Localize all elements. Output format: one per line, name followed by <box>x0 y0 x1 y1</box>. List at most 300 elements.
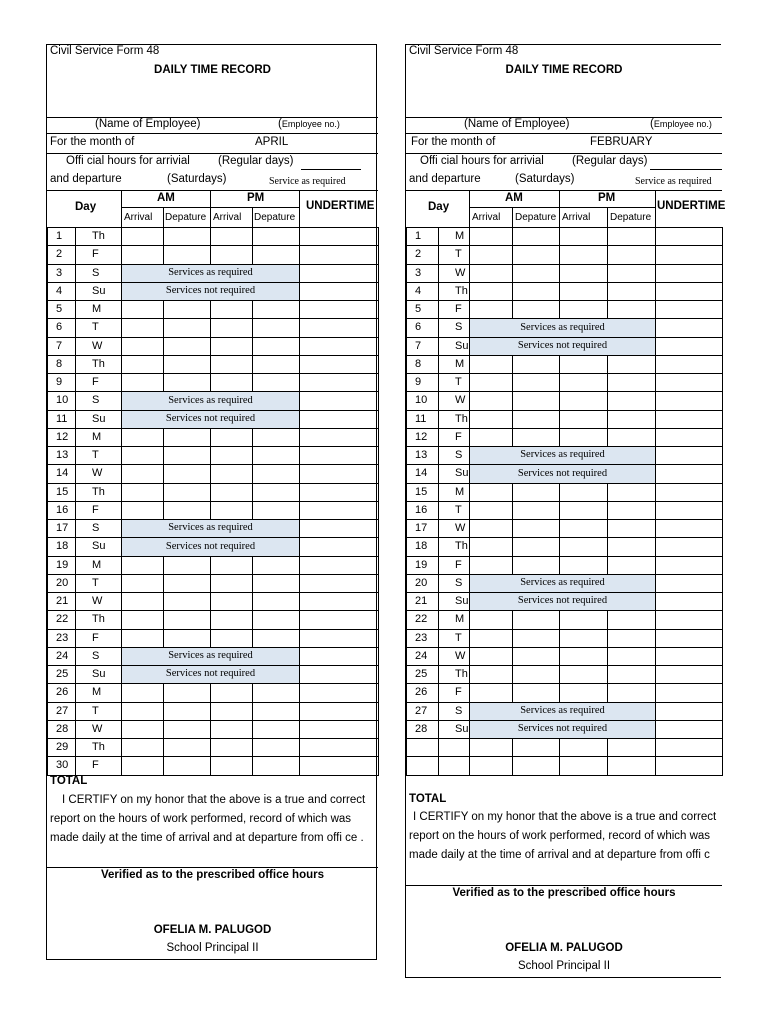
am-depature-cell[interactable] <box>164 739 211 757</box>
am-depature-cell[interactable] <box>513 556 560 574</box>
pm-arrival-cell[interactable] <box>211 246 253 264</box>
pm-arrival-cell[interactable] <box>560 428 608 446</box>
month-value: FEBRUARY <box>590 136 653 148</box>
pm-depature-cell[interactable] <box>608 647 656 665</box>
undertime-cell[interactable] <box>656 629 723 647</box>
am-depature-cell[interactable] <box>513 757 560 775</box>
pm-depature-cell[interactable] <box>253 702 300 720</box>
am-depature-cell[interactable] <box>164 374 211 392</box>
pm-arrival-cell[interactable] <box>560 520 608 538</box>
pm-arrival-cell[interactable] <box>211 574 253 592</box>
pm-depature-cell[interactable] <box>253 337 300 355</box>
pm-arrival-cell[interactable] <box>560 611 608 629</box>
table-row <box>48 684 379 702</box>
am-arrival-cell[interactable] <box>122 739 164 757</box>
am-arrival-cell[interactable] <box>470 228 513 246</box>
am-arrival-cell[interactable] <box>470 282 513 300</box>
pm-depature-cell[interactable] <box>608 666 656 684</box>
undertime-cell[interactable] <box>300 629 379 647</box>
day-of-week: T <box>439 246 470 264</box>
day-of-week: T <box>76 574 122 592</box>
am-arrival-cell[interactable] <box>122 684 164 702</box>
pm-depature-cell[interactable] <box>608 246 656 264</box>
am-arrival-cell[interactable] <box>470 520 513 538</box>
pm-arrival-cell[interactable] <box>560 355 608 373</box>
day-of-week: Th <box>76 355 122 373</box>
day-of-week: Th <box>439 538 470 556</box>
pm-arrival-cell[interactable] <box>560 556 608 574</box>
am-arrival-cell[interactable] <box>470 246 513 264</box>
service-note: Services as required <box>470 574 656 592</box>
pm-arrival-cell[interactable] <box>560 629 608 647</box>
pm-depature-cell[interactable] <box>608 264 656 282</box>
table-row <box>48 757 379 775</box>
pm-arrival-cell[interactable] <box>211 447 253 465</box>
undertime-cell[interactable] <box>656 228 723 246</box>
pm-arrival-cell[interactable] <box>560 501 608 519</box>
am-depature-cell[interactable] <box>164 483 211 501</box>
undertime-cell[interactable] <box>656 720 723 738</box>
pm-arrival-cell[interactable] <box>211 428 253 446</box>
undertime-cell[interactable] <box>656 593 723 611</box>
pm-arrival-cell[interactable] <box>560 684 608 702</box>
am-depature-cell[interactable] <box>513 355 560 373</box>
undertime-cell[interactable] <box>656 447 723 465</box>
pm-depature-cell[interactable] <box>608 282 656 300</box>
pm-arrival-cell[interactable] <box>560 538 608 556</box>
am-arrival-cell[interactable] <box>122 593 164 611</box>
pm-arrival-cell[interactable] <box>560 647 608 665</box>
undertime-cell[interactable] <box>300 301 379 319</box>
am-arrival-cell[interactable] <box>122 556 164 574</box>
am-depature-cell[interactable] <box>513 483 560 501</box>
am-arrival-cell[interactable] <box>122 319 164 337</box>
am-depature-cell[interactable] <box>164 593 211 611</box>
am-depature-cell[interactable] <box>164 465 211 483</box>
pm-arrival-cell[interactable] <box>211 611 253 629</box>
undertime-cell[interactable] <box>300 428 379 446</box>
pm-depature-cell[interactable] <box>253 374 300 392</box>
undertime-cell[interactable] <box>656 246 723 264</box>
am-depature-cell[interactable] <box>513 246 560 264</box>
pm-depature-cell[interactable] <box>253 593 300 611</box>
day-number: 1 <box>48 228 76 246</box>
pm-arrival-cell[interactable] <box>211 337 253 355</box>
day-of-week: W <box>439 392 470 410</box>
undertime-cell[interactable] <box>656 337 723 355</box>
pm-header: PM <box>598 192 616 204</box>
undertime-cell[interactable] <box>300 556 379 574</box>
undertime-cell[interactable] <box>300 574 379 592</box>
pm-depature-cell[interactable] <box>253 739 300 757</box>
pm-depature-cell[interactable] <box>608 483 656 501</box>
am-arrival-cell[interactable] <box>470 501 513 519</box>
table-row <box>48 501 379 519</box>
undertime-cell[interactable] <box>300 757 379 775</box>
am-depature-cell[interactable] <box>164 556 211 574</box>
pm-arrival-cell[interactable] <box>211 465 253 483</box>
pm-depature-cell[interactable] <box>253 757 300 775</box>
am-depature-cell[interactable] <box>164 611 211 629</box>
pm-depature-cell[interactable] <box>608 611 656 629</box>
pm-depature-cell[interactable] <box>253 228 300 246</box>
pm-arrival-cell[interactable] <box>560 410 608 428</box>
am-depature-cell[interactable] <box>513 410 560 428</box>
am-arrival-cell[interactable] <box>122 757 164 775</box>
am-depature-cell[interactable] <box>164 428 211 446</box>
pm-depature-cell[interactable] <box>608 392 656 410</box>
am-arrival-cell[interactable] <box>470 757 513 775</box>
am-depature-cell[interactable] <box>513 374 560 392</box>
undertime-cell[interactable] <box>300 538 379 556</box>
am-arrival-cell[interactable] <box>122 702 164 720</box>
verified-label: Verified as to the prescribed office hours <box>100 869 325 881</box>
am-depature-cell[interactable] <box>513 611 560 629</box>
pm-arrival-cell[interactable] <box>211 702 253 720</box>
pm-arrival-cell[interactable] <box>560 374 608 392</box>
pm-arrival-cell[interactable] <box>560 246 608 264</box>
undertime-cell[interactable] <box>300 666 379 684</box>
am-arrival-cell[interactable] <box>470 666 513 684</box>
am-arrival-cell[interactable] <box>470 611 513 629</box>
am-arrival-cell[interactable] <box>122 337 164 355</box>
pm-depature-cell[interactable] <box>253 574 300 592</box>
pm-depature-cell[interactable] <box>253 501 300 519</box>
am-depature-cell[interactable] <box>164 319 211 337</box>
pm-arrival-cell[interactable] <box>211 684 253 702</box>
am-arrival-cell[interactable] <box>122 301 164 319</box>
undertime-cell[interactable] <box>656 465 723 483</box>
day-number: 20 <box>407 574 439 592</box>
undertime-cell[interactable] <box>300 337 379 355</box>
pm-depature-cell[interactable] <box>608 374 656 392</box>
pm-arrival-cell[interactable] <box>211 501 253 519</box>
total-label: TOTAL <box>409 793 447 805</box>
am-arrival-cell[interactable] <box>122 374 164 392</box>
day-number: 3 <box>48 264 76 282</box>
pm-arrival-cell[interactable] <box>211 355 253 373</box>
undertime-cell[interactable] <box>656 757 723 775</box>
table-row <box>48 666 379 684</box>
table-row <box>48 520 379 538</box>
undertime-cell[interactable] <box>300 520 379 538</box>
service-note: Services as required <box>470 702 656 720</box>
am-arrival-cell[interactable] <box>470 392 513 410</box>
am-arrival-cell[interactable] <box>122 228 164 246</box>
pm-arrival-cell[interactable] <box>211 720 253 738</box>
pm-depature-cell[interactable] <box>253 465 300 483</box>
am-arrival-cell[interactable] <box>122 465 164 483</box>
pm-arrival-cell[interactable] <box>211 739 253 757</box>
pm-depature-cell[interactable] <box>608 684 656 702</box>
am-arrival-cell[interactable] <box>122 483 164 501</box>
undertime-cell[interactable] <box>656 264 723 282</box>
pm-arrival-cell[interactable] <box>560 757 608 775</box>
pm-arrival-cell[interactable] <box>560 666 608 684</box>
am-arrival-cell[interactable] <box>470 428 513 446</box>
undertime-cell[interactable] <box>300 501 379 519</box>
am-depature-cell[interactable] <box>513 647 560 665</box>
undertime-cell[interactable] <box>656 392 723 410</box>
am-depature-cell[interactable] <box>164 301 211 319</box>
pm-depature-cell[interactable] <box>253 447 300 465</box>
am-depature-cell[interactable] <box>164 501 211 519</box>
pm-depature-cell[interactable] <box>253 319 300 337</box>
undertime-cell[interactable] <box>656 301 723 319</box>
table-row <box>48 246 379 264</box>
am-arrival-cell[interactable] <box>470 483 513 501</box>
undertime-cell[interactable] <box>300 647 379 665</box>
pm-depature-cell[interactable] <box>253 629 300 647</box>
day-number: 4 <box>407 282 439 300</box>
pm-depature-cell[interactable] <box>608 629 656 647</box>
pm-arrival-cell[interactable] <box>211 301 253 319</box>
service-note: Services not required <box>122 410 300 428</box>
am-arrival-cell[interactable] <box>122 355 164 373</box>
day-of-week: F <box>439 684 470 702</box>
day-of-week: Su <box>439 465 470 483</box>
certify-line-1: I CERTIFY on my honor that the above is a true and correct <box>62 794 366 806</box>
saturdays-label: (Saturdays) <box>515 173 575 185</box>
pm-depature-cell[interactable] <box>253 720 300 738</box>
undertime-cell[interactable] <box>300 410 379 428</box>
undertime-cell[interactable] <box>656 483 723 501</box>
pm-arrival-cell[interactable] <box>560 483 608 501</box>
table-row <box>407 629 723 647</box>
am-arrival-cell[interactable] <box>122 574 164 592</box>
undertime-cell[interactable] <box>656 410 723 428</box>
pm-depature-cell[interactable] <box>253 355 300 373</box>
service-note: Services not required <box>122 282 300 300</box>
table-row <box>48 374 379 392</box>
am-depature-cell[interactable] <box>513 228 560 246</box>
am-arrival-header: Arrival <box>124 212 153 223</box>
pm-depature-cell[interactable] <box>608 228 656 246</box>
pm-arrival-cell[interactable] <box>211 757 253 775</box>
am-arrival-cell[interactable] <box>122 611 164 629</box>
day-number: 8 <box>407 355 439 373</box>
am-arrival-cell[interactable] <box>470 556 513 574</box>
undertime-cell[interactable] <box>656 666 723 684</box>
pm-depature-cell[interactable] <box>253 428 300 446</box>
undertime-cell[interactable] <box>656 428 723 446</box>
pm-arrival-cell[interactable] <box>211 319 253 337</box>
table-row <box>407 739 723 757</box>
pm-depature-cell[interactable] <box>253 483 300 501</box>
pm-depature-cell[interactable] <box>253 684 300 702</box>
regular-days-line <box>650 169 722 170</box>
undertime-cell[interactable] <box>656 319 723 337</box>
am-depature-cell[interactable] <box>513 538 560 556</box>
am-arrival-cell[interactable] <box>470 301 513 319</box>
day-number: 24 <box>407 647 439 665</box>
day-number: 15 <box>407 483 439 501</box>
day-number: 12 <box>407 428 439 446</box>
pm-arrival-cell[interactable] <box>211 629 253 647</box>
undertime-cell[interactable] <box>656 374 723 392</box>
undertime-cell[interactable] <box>300 702 379 720</box>
pm-depature-cell[interactable] <box>608 520 656 538</box>
am-depature-cell[interactable] <box>164 355 211 373</box>
undertime-cell[interactable] <box>656 282 723 300</box>
am-depature-cell[interactable] <box>164 574 211 592</box>
undertime-cell[interactable] <box>300 246 379 264</box>
pm-depature-cell[interactable] <box>608 739 656 757</box>
undertime-cell[interactable] <box>656 702 723 720</box>
undertime-cell[interactable] <box>656 647 723 665</box>
am-depature-cell[interactable] <box>513 666 560 684</box>
undertime-cell[interactable] <box>300 374 379 392</box>
am-depature-cell[interactable] <box>164 720 211 738</box>
am-depature-cell[interactable] <box>513 392 560 410</box>
dtr-form-april: Civil Service Form 48 DAILY TIME RECORD (Name of Employee) (Employee no.) For the month of APRIL Offi cial hours for arrivial (Regular days) and departure (Saturdays) Service as required Day AM PM UNDERTIME Arrival Depature Arrival Depature 1 Th 2 F 3 S Services as required 4 Su Services not required 5 M 6 T 7 W 8 Th 9 F 10 S Services as required 11 Su Services not required 12 M 13 T 14 W 15 Th 16 F 17 S Services as required 18 Su Services not required 19 M 20 T 21 W 22 Th 23 F 24 S Services as required 25 Su Services not required 26 M 27 T 28 W 29 Th 30 F TOTAL I CERTIFY on my honor that the above is a true and correct report on the hours of work performed, record of which was made daily at the time of arrival and at departure from offi ce . Verified as to the prescribed office hours OFELIA M. PALUGOD School Principal II <box>46 44 377 960</box>
pm-depature-cell[interactable] <box>608 757 656 775</box>
service-note: Services not required <box>470 593 656 611</box>
am-arrival-cell[interactable] <box>122 447 164 465</box>
undertime-cell[interactable] <box>656 538 723 556</box>
day-number: 28 <box>407 720 439 738</box>
day-number: 10 <box>48 392 76 410</box>
pm-depature-cell[interactable] <box>608 301 656 319</box>
am-depature-cell[interactable] <box>513 301 560 319</box>
day-number: 24 <box>48 647 76 665</box>
pm-depature-cell[interactable] <box>253 611 300 629</box>
undertime-cell[interactable] <box>300 282 379 300</box>
pm-arrival-cell[interactable] <box>560 301 608 319</box>
pm-depature-cell[interactable] <box>608 501 656 519</box>
am-arrival-cell[interactable] <box>122 246 164 264</box>
am-arrival-cell[interactable] <box>470 410 513 428</box>
day-number: 4 <box>48 282 76 300</box>
am-depature-cell[interactable] <box>164 337 211 355</box>
undertime-cell[interactable] <box>300 264 379 282</box>
undertime-cell[interactable] <box>300 684 379 702</box>
am-depature-cell[interactable] <box>513 739 560 757</box>
table-row <box>48 629 379 647</box>
undertime-cell[interactable] <box>300 593 379 611</box>
pm-arrival-cell[interactable] <box>211 483 253 501</box>
am-arrival-cell[interactable] <box>470 355 513 373</box>
undertime-cell[interactable] <box>300 483 379 501</box>
am-depature-cell[interactable] <box>164 246 211 264</box>
day-number: 30 <box>48 757 76 775</box>
pm-depature-cell[interactable] <box>608 355 656 373</box>
am-depature-cell[interactable] <box>164 702 211 720</box>
am-arrival-cell[interactable] <box>470 264 513 282</box>
table-row <box>407 757 723 775</box>
day-of-week: Th <box>76 228 122 246</box>
pm-arrival-cell[interactable] <box>560 282 608 300</box>
undertime-cell[interactable] <box>300 611 379 629</box>
am-arrival-cell[interactable] <box>122 629 164 647</box>
undertime-cell[interactable] <box>300 447 379 465</box>
table-row <box>48 483 379 501</box>
am-arrival-cell[interactable] <box>470 647 513 665</box>
am-arrival-cell[interactable] <box>122 720 164 738</box>
table-row <box>407 702 723 720</box>
am-depature-cell[interactable] <box>164 629 211 647</box>
pm-arrival-cell[interactable] <box>560 739 608 757</box>
undertime-cell[interactable] <box>656 556 723 574</box>
am-depature-cell[interactable] <box>164 684 211 702</box>
am-depature-cell[interactable] <box>513 501 560 519</box>
am-depature-cell[interactable] <box>164 447 211 465</box>
undertime-cell[interactable] <box>656 355 723 373</box>
pm-arrival-cell[interactable] <box>211 228 253 246</box>
undertime-cell[interactable] <box>300 319 379 337</box>
am-depature-cell[interactable] <box>164 228 211 246</box>
day-of-week: Su <box>439 593 470 611</box>
am-depature-cell[interactable] <box>164 757 211 775</box>
table-row <box>407 465 723 483</box>
undertime-cell[interactable] <box>656 520 723 538</box>
pm-arrival-cell[interactable] <box>211 593 253 611</box>
undertime-cell[interactable] <box>300 355 379 373</box>
am-depature-cell[interactable] <box>513 629 560 647</box>
day-of-week: F <box>76 246 122 264</box>
undertime-cell[interactable] <box>656 501 723 519</box>
pm-depature-cell[interactable] <box>608 556 656 574</box>
pm-depature-cell[interactable] <box>253 556 300 574</box>
pm-depature-cell[interactable] <box>253 301 300 319</box>
day-of-week: F <box>76 374 122 392</box>
am-arrival-cell[interactable] <box>470 739 513 757</box>
am-arrival-cell[interactable] <box>470 538 513 556</box>
employee-no-label: Employee no.) <box>281 119 340 129</box>
undertime-cell[interactable] <box>656 611 723 629</box>
undertime-cell[interactable] <box>656 574 723 592</box>
table-row <box>407 593 723 611</box>
am-arrival-cell[interactable] <box>122 428 164 446</box>
am-depature-cell[interactable] <box>513 428 560 446</box>
am-depature-cell[interactable] <box>513 282 560 300</box>
table-row <box>48 538 379 556</box>
am-depature-cell[interactable] <box>513 520 560 538</box>
am-arrival-cell[interactable] <box>470 629 513 647</box>
am-arrival-cell[interactable] <box>470 374 513 392</box>
day-number: 11 <box>407 410 439 428</box>
day-of-week: F <box>76 629 122 647</box>
am-depature-cell[interactable] <box>513 684 560 702</box>
day-number: 17 <box>407 520 439 538</box>
undertime-cell[interactable] <box>656 739 723 757</box>
am-arrival-cell[interactable] <box>470 684 513 702</box>
undertime-cell[interactable] <box>300 739 379 757</box>
service-note: Services as required <box>122 520 300 538</box>
pm-arrival-cell[interactable] <box>560 264 608 282</box>
undertime-cell[interactable] <box>300 720 379 738</box>
pm-arrival-cell[interactable] <box>560 392 608 410</box>
am-arrival-cell[interactable] <box>122 501 164 519</box>
table-row <box>48 355 379 373</box>
table-row <box>48 574 379 592</box>
undertime-cell[interactable] <box>300 465 379 483</box>
day-of-week: Th <box>76 739 122 757</box>
pm-arrival-cell[interactable] <box>560 228 608 246</box>
undertime-cell[interactable] <box>656 684 723 702</box>
official-hours-label: Offi cial hours for arrivial <box>66 155 190 167</box>
pm-depature-cell[interactable] <box>253 246 300 264</box>
pm-arrival-cell[interactable] <box>211 556 253 574</box>
service-note: Services not required <box>122 666 300 684</box>
undertime-cell[interactable] <box>300 228 379 246</box>
pm-depature-cell[interactable] <box>608 428 656 446</box>
pm-arrival-cell[interactable] <box>211 374 253 392</box>
pm-depature-cell[interactable] <box>608 538 656 556</box>
pm-depature-cell[interactable] <box>608 410 656 428</box>
am-depature-cell[interactable] <box>513 264 560 282</box>
undertime-cell[interactable] <box>300 392 379 410</box>
